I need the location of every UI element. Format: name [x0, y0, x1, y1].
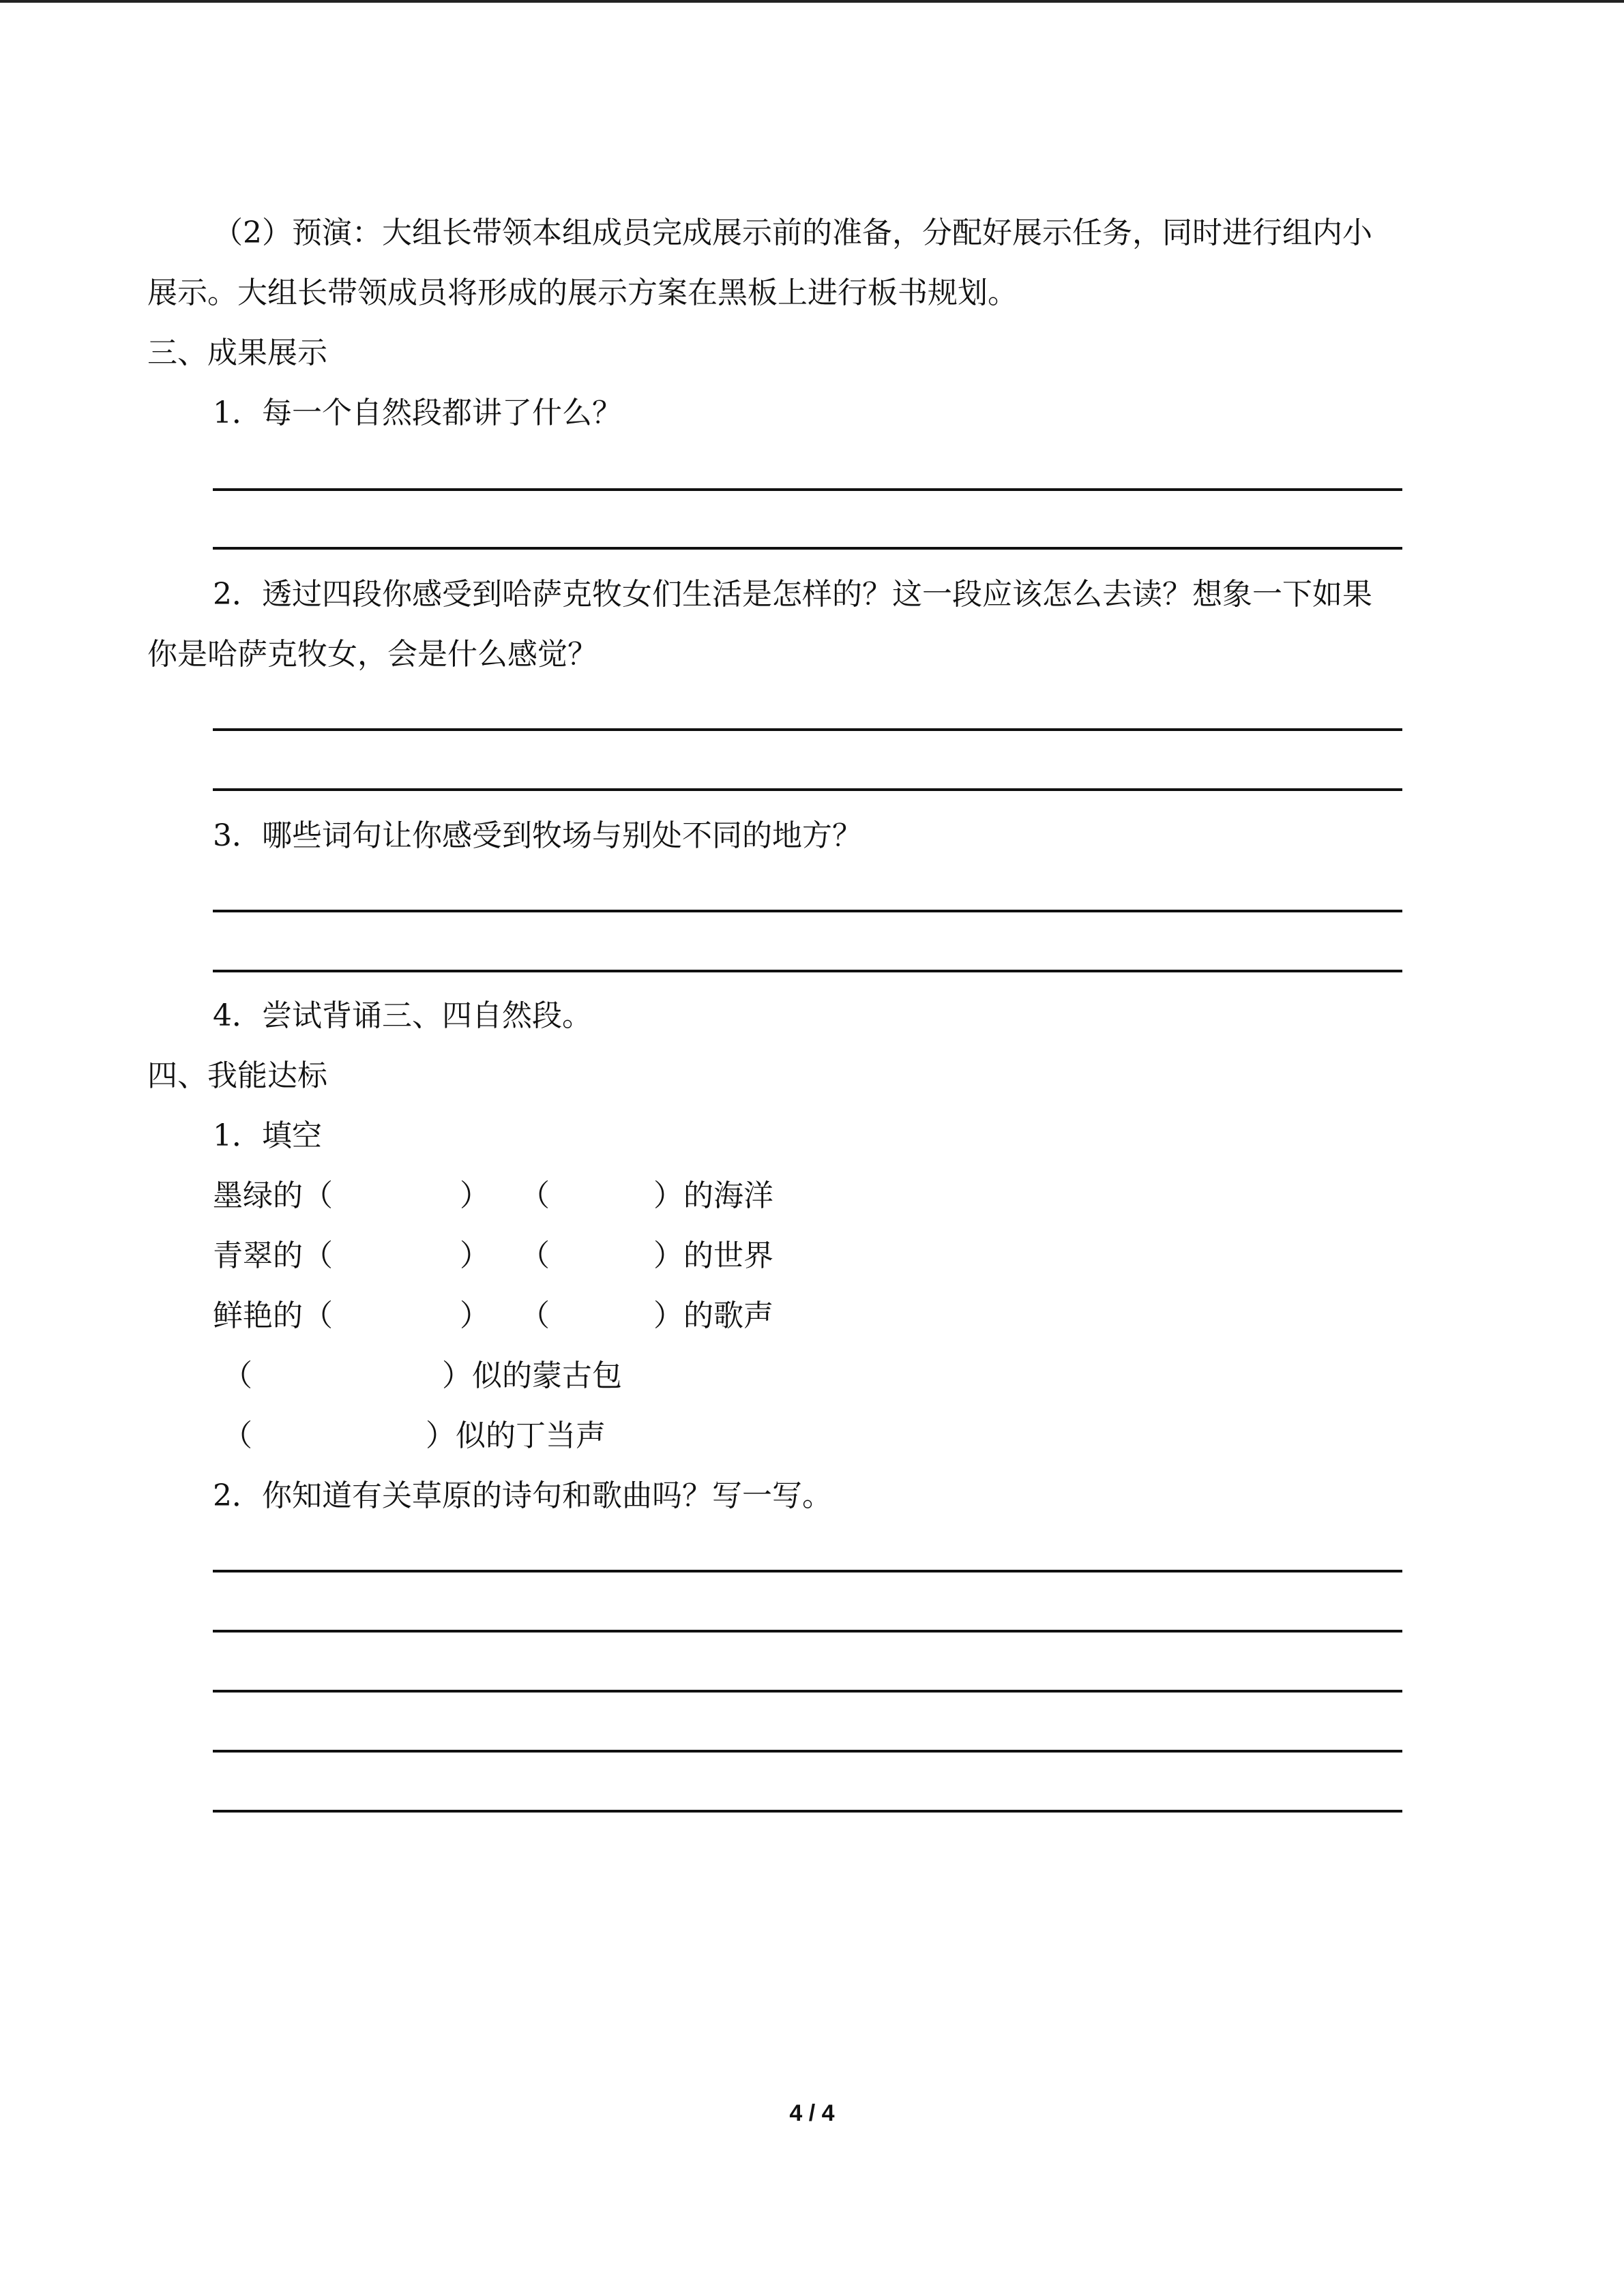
preview-line-1: （2）预演：大组长带领本组成员完成展示前的准备，分配好展示任务，同时进行组内小 [213, 215, 1372, 250]
question-3-1: 1．每一个自然段都讲了什么？ [213, 396, 622, 430]
fill-row-2-open-2: （ [520, 1238, 550, 1273]
answer-line-3-1-a[interactable] [213, 488, 1402, 491]
fill-row-3-suffix: ）的歌声 [653, 1298, 773, 1333]
fill-row-1-suffix: ）的海洋 [653, 1178, 773, 1213]
question-3-2-line-1: 2．透过四段你感受到哈萨克牧女们生活是怎样的？这一段应该怎么去读？想象一下如果 [213, 577, 1372, 612]
fill-row-2-close-1: ） [460, 1238, 490, 1273]
question-3-3: 3．哪些词句让你感受到牧场与别处不同的地方？ [213, 818, 862, 853]
section-4-heading: 四、我能达标 [147, 1058, 327, 1093]
fill-row-4-open: （ [222, 1358, 252, 1393]
fill-row-5-close: ）似的丁当声 [426, 1418, 606, 1453]
answer-line-3-1-b[interactable] [213, 547, 1402, 550]
question-4-2: 2．你知道有关草原的诗句和歌曲吗？写一写。 [213, 1478, 832, 1513]
answer-line-4-2-e[interactable] [213, 1810, 1402, 1813]
fill-row-3-open-2: （ [520, 1298, 550, 1333]
answer-line-3-2-a[interactable] [213, 728, 1402, 731]
fill-row-1-prefix: 墨绿的（ [213, 1178, 333, 1213]
fill-row-2-suffix: ）的世界 [653, 1238, 773, 1273]
answer-line-3-2-b[interactable] [213, 788, 1402, 791]
preview-line-2: 展示。大组长带领成员将形成的展示方案在黑板上进行板书规划。 [147, 275, 1018, 310]
answer-line-3-3-a[interactable] [213, 910, 1402, 912]
page-top-border [0, 0, 1624, 3]
answer-line-3-3-b[interactable] [213, 970, 1402, 972]
section-3-heading: 三、成果展示 [147, 336, 327, 370]
fill-row-3-close-1: ） [460, 1298, 490, 1333]
answer-line-4-2-d[interactable] [213, 1750, 1402, 1753]
fill-row-5-open: （ [222, 1418, 252, 1453]
fill-row-1-open-2: （ [520, 1178, 550, 1213]
answer-line-4-2-a[interactable] [213, 1570, 1402, 1572]
page-number: 4 / 4 [789, 2100, 835, 2126]
answer-line-4-2-b[interactable] [213, 1630, 1402, 1632]
answer-line-4-2-c[interactable] [213, 1690, 1402, 1693]
fill-row-1-close-1: ） [460, 1178, 490, 1213]
fill-row-4-close: ）似的蒙古包 [442, 1358, 622, 1393]
fill-row-2-prefix: 青翠的（ [213, 1238, 333, 1273]
question-3-2-line-2: 你是哈萨克牧女，会是什么感觉？ [147, 637, 597, 672]
question-3-4: 4．尝试背诵三、四自然段。 [213, 998, 592, 1033]
fill-row-3-prefix: 鲜艳的（ [213, 1298, 333, 1333]
question-4-1: 1．填空 [213, 1118, 322, 1153]
